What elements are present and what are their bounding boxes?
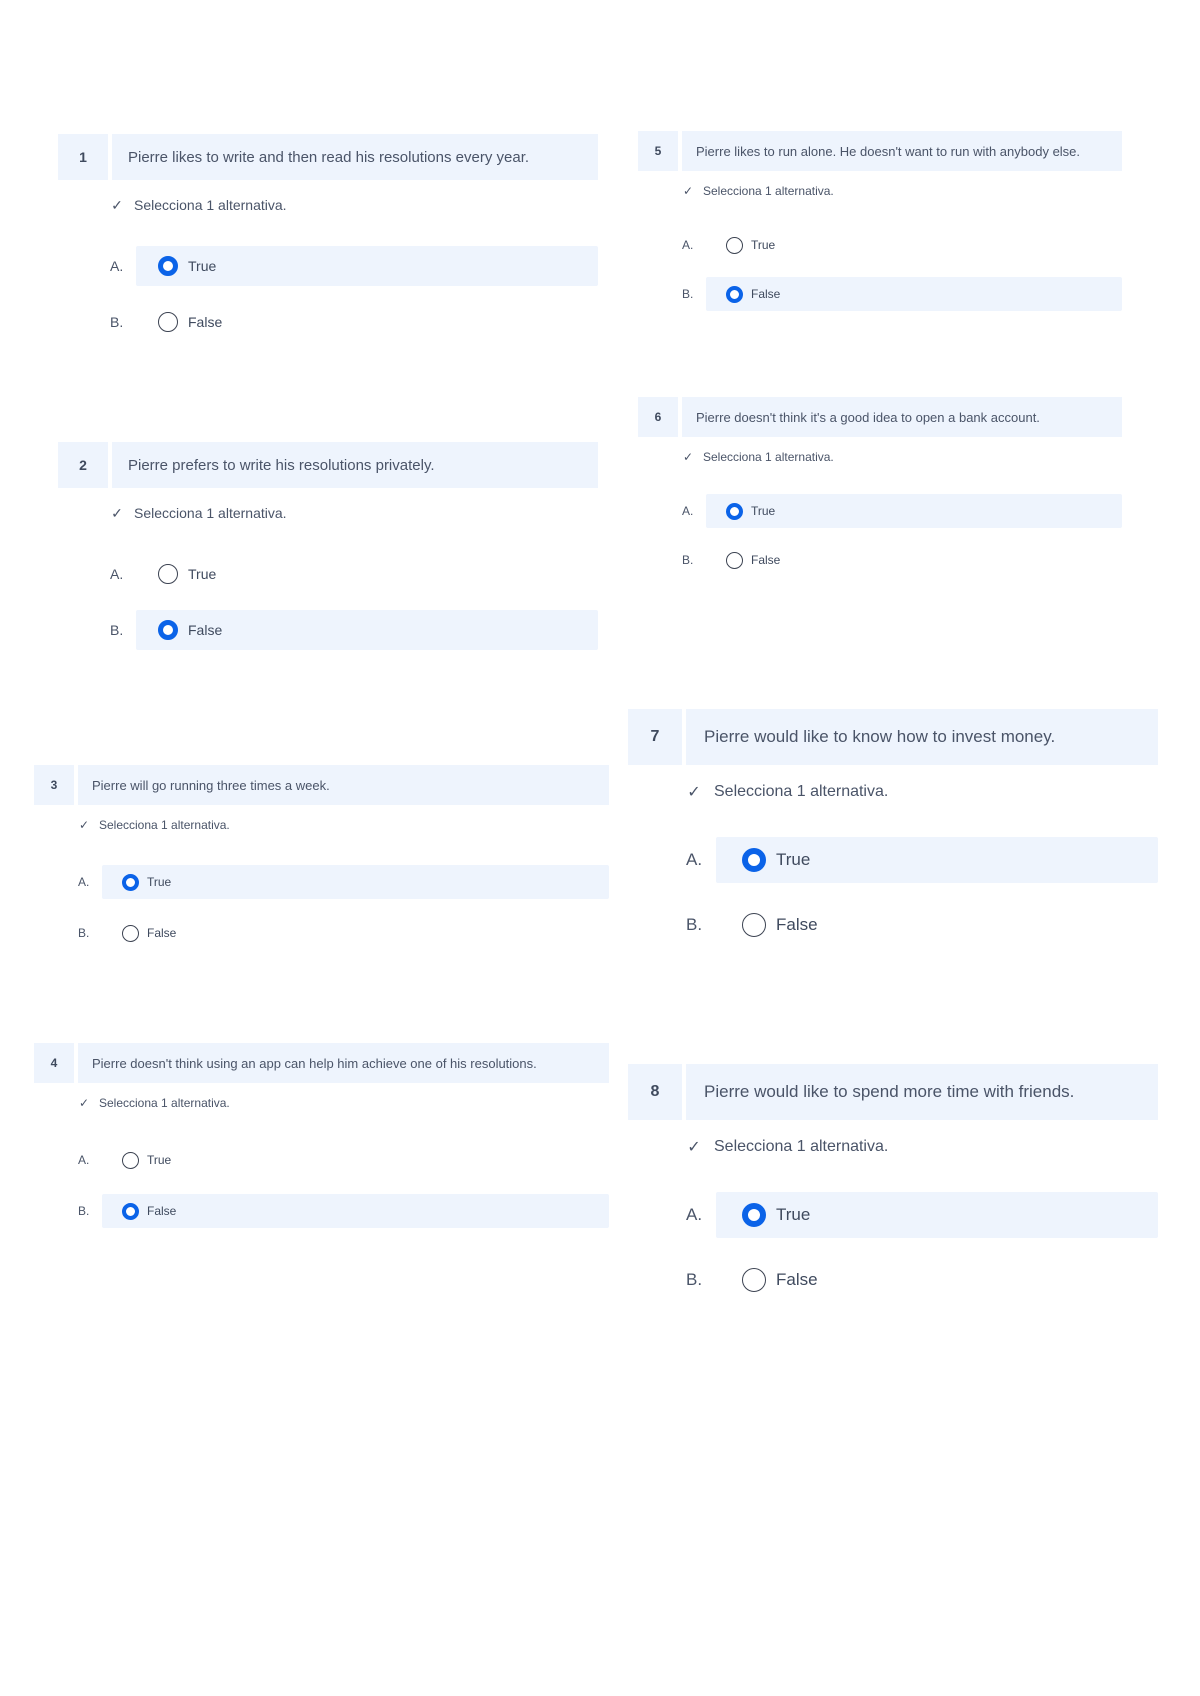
option-box[interactable] [102,916,609,950]
radio-selected-icon[interactable] [742,848,766,872]
instruction-text: Selecciona 1 alternativa. [134,197,287,213]
radio-unselected-icon[interactable] [742,913,766,937]
question-number: 7 [628,709,682,765]
instruction [34,813,609,837]
check-icon: ✓ [78,818,90,832]
option-b[interactable] [628,902,1158,948]
check-icon: ✓ [111,504,123,521]
option-letter: B. [686,915,703,934]
question-number: 8 [628,1064,682,1120]
question-text: Pierre would like to spend more time with friends. [686,1064,1158,1120]
option-b[interactable] [58,302,598,342]
radio-unselected-icon[interactable] [726,552,743,569]
radio-selected-icon[interactable] [158,256,178,276]
instruction [628,1132,1158,1162]
radio-unselected-icon[interactable] [742,1268,766,1292]
radio-selected-icon[interactable] [726,286,743,303]
option-letter: B. [110,622,124,638]
radio-selected-icon[interactable] [122,874,139,891]
option-a[interactable] [58,246,598,286]
instruction-text: Selecciona 1 alternativa. [714,1138,889,1155]
instruction-text: Selecciona 1 alternativa. [134,505,287,521]
option-box[interactable] [716,837,1158,883]
question-header [628,1064,1158,1120]
question-header [638,397,1122,437]
option-box[interactable] [102,865,609,899]
question-2 [58,442,598,652]
option-box[interactable] [136,610,598,650]
option-label: True [188,566,217,582]
option-label: False [776,915,818,934]
option-a[interactable] [58,554,598,594]
option-letter: A. [110,566,124,582]
question-text: Pierre likes to run alone. He doesn't want to run with anybody else. [682,131,1122,171]
question-text: Pierre doesn't think it's a good idea to open a bank account. [682,397,1122,437]
option-box[interactable] [136,302,598,342]
question-number: 5 [638,131,678,171]
option-box[interactable] [706,543,1122,577]
option-letter: B. [78,1204,90,1218]
option-a[interactable] [638,494,1122,528]
question-number: 6 [638,397,678,437]
option-letter: A. [682,238,694,252]
option-label: True [751,238,776,252]
option-letter: A. [78,1153,90,1167]
option-label: True [751,504,776,518]
option-b[interactable] [34,1194,609,1228]
instruction [628,777,1158,807]
question-text: Pierre likes to write and then read his resolutions every year. [112,134,598,180]
option-label: True [776,1205,811,1224]
question-1 [58,134,598,334]
question-header [628,709,1158,765]
check-icon: ✓ [687,1139,701,1156]
radio-selected-icon[interactable] [122,1203,139,1220]
instruction-text: Selecciona 1 alternativa. [703,450,834,464]
option-letter: B. [110,314,124,330]
radio-unselected-icon[interactable] [726,237,743,254]
question-text: Pierre would like to know how to invest money. [686,709,1158,765]
question-8 [628,1064,1158,1304]
option-b[interactable] [58,610,598,650]
option-letter: B. [78,926,90,940]
radio-selected-icon[interactable] [726,503,743,520]
option-box[interactable] [716,902,1158,948]
radio-selected-icon[interactable] [158,620,178,640]
option-label: False [751,287,781,301]
option-box[interactable] [136,246,598,286]
option-b[interactable] [34,916,609,950]
option-label: False [751,553,781,567]
option-box[interactable] [102,1194,609,1228]
option-label: False [188,622,223,638]
question-header [58,442,598,488]
option-b[interactable] [638,543,1122,577]
question-5 [638,131,1122,321]
question-header [638,131,1122,171]
question-number: 4 [34,1043,74,1083]
radio-unselected-icon[interactable] [158,564,178,584]
radio-unselected-icon[interactable] [122,1152,139,1169]
instruction [638,179,1122,203]
option-label: True [188,258,217,274]
option-box[interactable] [706,228,1122,262]
check-icon: ✓ [687,784,701,801]
question-7 [628,709,1158,949]
question-text: Pierre will go running three times a week. [78,765,609,805]
option-letter: B. [682,553,694,567]
option-b[interactable] [638,277,1122,311]
option-letter: A. [686,850,703,869]
option-label: False [188,314,223,330]
option-letter: A. [682,504,694,518]
option-letter: A. [110,258,124,274]
option-a[interactable] [638,228,1122,262]
option-label: False [147,1204,177,1218]
question-number: 1 [58,134,108,180]
option-box[interactable] [102,1143,609,1177]
check-icon: ✓ [78,1096,90,1110]
option-letter: A. [686,1205,703,1224]
option-a[interactable] [628,1192,1158,1238]
radio-unselected-icon[interactable] [158,312,178,332]
check-icon: ✓ [682,184,694,198]
instruction [638,445,1122,469]
option-a[interactable] [628,837,1158,883]
option-label: True [776,850,811,869]
option-b[interactable] [628,1257,1158,1303]
option-label: False [147,926,177,940]
radio-unselected-icon[interactable] [122,925,139,942]
option-label: True [147,1153,172,1167]
instruction-text: Selecciona 1 alternativa. [99,1096,230,1110]
option-box[interactable] [706,277,1122,311]
instruction [34,1091,609,1115]
option-box[interactable] [716,1192,1158,1238]
question-header [58,134,598,180]
option-box[interactable] [136,554,598,594]
question-text: Pierre prefers to write his resolutions privately. [112,442,598,488]
option-box[interactable] [716,1257,1158,1303]
question-number: 2 [58,442,108,488]
question-number: 3 [34,765,74,805]
instruction-text: Selecciona 1 alternativa. [703,184,834,198]
question-6 [638,397,1122,587]
instruction [58,498,598,528]
option-label: True [147,875,172,889]
option-box[interactable] [706,494,1122,528]
option-a[interactable] [34,1143,609,1177]
instruction-text: Selecciona 1 alternativa. [714,783,889,800]
option-letter: A. [78,875,90,889]
check-icon: ✓ [682,450,694,464]
check-icon: ✓ [111,196,123,213]
radio-selected-icon[interactable] [742,1203,766,1227]
question-4 [34,1043,609,1233]
question-header [34,1043,609,1083]
option-a[interactable] [34,865,609,899]
instruction [58,190,598,220]
question-header [34,765,609,805]
option-letter: B. [686,1270,703,1289]
question-3 [34,765,609,955]
option-letter: B. [682,287,694,301]
instruction-text: Selecciona 1 alternativa. [99,818,230,832]
option-label: False [776,1270,818,1289]
question-text: Pierre doesn't think using an app can help him achieve one of his resolutions. [78,1043,609,1083]
